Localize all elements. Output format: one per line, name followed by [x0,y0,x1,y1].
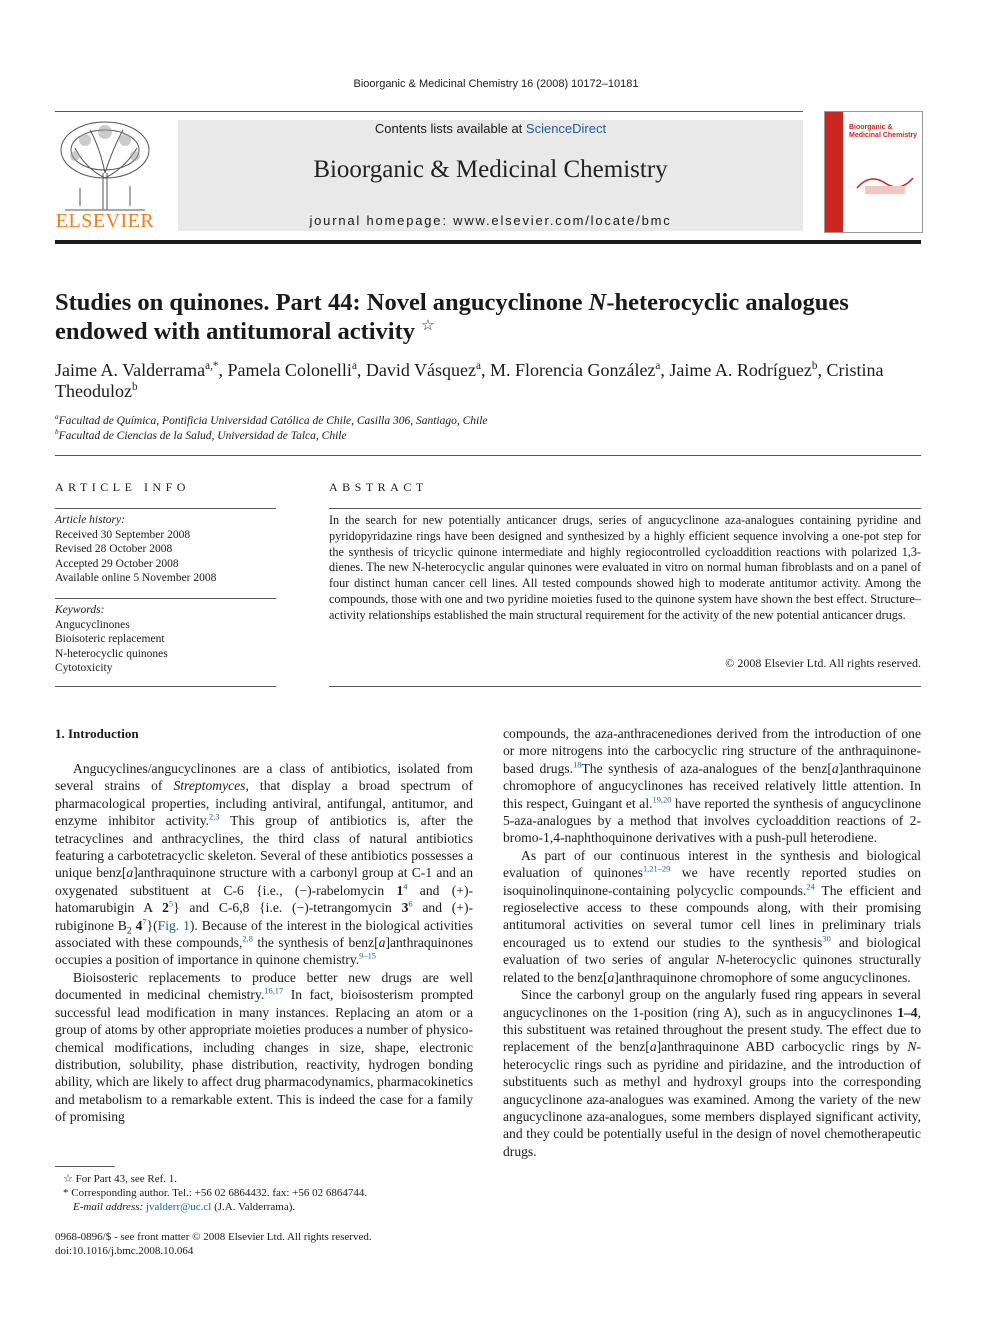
cover-red-bar [825,112,843,232]
article-info-heading: ARTICLE INFO [55,480,190,494]
keyword: Bioisoteric replacement [55,633,165,645]
issn-line: 0968-0896/$ - see front matter © 2008 Elsevier Ltd. All rights reserved. [55,1231,372,1243]
abstract-text: In the search for new potentially anticancer drugs, series of angucyclinone aza-analogues containing pyridine and pyridopyridazine rings have been designed and synthesized by a highly efficient sequence involving a one-pot step for the synthesis of tricyclic quinone intermediate and highly regiocontrolled cycloaddition reactions with polarized 1,3-dienes. The new N-heterocyclic angular quinones were evaluated in vitro on normal human fibroblasts and on a panel of four distinct human cancer cell lines. All tested compounds showed high to moderate antitumor activity. Among the compounds, those with one and two pyridine moieties fused to the quinone system have shown the best effect. Structure–activity relationships established the main structural requirement for the activity of the new potential anticancer drugs. [329,513,921,622]
divider [55,508,276,509]
body-column-left [55,760,473,1126]
journal-homepage[interactable]: journal homepage: www.elsevier.com/locate/bmc [309,213,672,228]
banner-bottom-rule [55,240,921,244]
doi-line[interactable]: doi:10.1016/j.bmc.2008.10.064 [55,1245,194,1257]
email-link[interactable]: jvalderr@uc.cl [145,1201,212,1213]
author[interactable]: Pamela Colonelli$^a$ [227,360,357,380]
banner-top-rule [55,111,803,112]
author[interactable]: Jaime A. Rodríguez$^b$ [669,360,818,380]
affiliation-a: $^a$Facultad de Química, Pontificia Universidad Católica de Chile, Casilla 306, Santiago, Chile [55,413,488,427]
keyword: N-heterocyclic quinones [55,647,168,660]
divider [55,455,921,456]
journal-citation: Bioorganic & Medicinal Chemistry 16 (2008) 10172–10181 [353,78,639,90]
article-history: Article history: Received 30 September 2008 Revised 28 October 2008 Accepted 29 October 2008 Available online 5 November 2008 [55,514,217,584]
footnote-rule [55,1166,115,1167]
title-footnote-mark[interactable]: ☆ [421,316,435,334]
author[interactable]: Cristina Theoduloz$^b$ [55,360,884,401]
paragraph: compounds, the aza-anthracenediones derived from the introduction of one or more nitrogens into the carbocyclic ring structure of the anthraquinone-based drugs.$^{18}$The synthesis of aza-analogues of the benz[a]anthraquinone chromophore of angucyclinones has received relatively little attention. In this respect, Guingant et al.$^{19,20}$ have reported the synthesis of angucyclinone 5-aza-analogues by a method that involves cycloaddition reactions of 2-bromo-1,4-naphthoquinone derivatives with a push-pull heterodiene. [503,726,921,846]
paragraph: Bioisosteric replacements to produce better new drugs are well documented in medicinal chemistry.$^{16,17}$ In fact, bioisosterism prompted successful lead modification in many instances. Replacing an atom or a group of atoms by other appropriate moieties produces a number of physico-chemical modifications, including changes in size, shape, electronic distribution, solubility, phase distribution, reactivity, hydrogen bonding ability, which are likely to affect drug pharmacodynamics, pharmacokinetics and metabolism to a remarkable extent. This is indeed the case for a family of promising [55,969,473,1125]
paragraph: Angucyclines/angucyclinones are a class of antibiotics, isolated from several strains of Streptomyces, that display a broad spectrum of pharmacological properties, including antiviral, antifungal, antitumor, and enzyme inhibitor activity.$^{2,3}$ This group of antibiotics is, after the tetracyclines and anthracyclines, the third class of natural antibiotics featuring a carbotetracyclic skeleton. Several of these antibiotics possesses a unique benz[a]anthraquinone structure with a carbonyl group at C-1 and an oxygenated substituent at C-6 {i.e., (−)-rabelomycin 1$^4$ and (+)-hatomarubigin A 2$^5$} and C-6,8 {i.e. (−)-tetrangomycin 3$^6$ and (+)-rubiginone $B_2$ 4$^7$}(Fig. 1). Because of the interest in the biological activities associated with these compounds,$^{2,8}$ the synthesis of benz[a]anthraquinones occupies a position of importance in quinone chemistry.$^{9-15}$ [55,761,474,968]
abstract-copyright: © 2008 Elsevier Ltd. All rights reserved. [725,656,921,670]
abstract-heading: ABSTRACT [329,480,428,494]
author-list: Jaime A. Valderrama$^{a,*}$, Pamela Colonelli$^a$, David Vásquez$^a$, M. Florencia González$^a$, Jaime A. Rodríguez$^b$, Cristina Theoduloz$^b$ [55,360,884,401]
divider [55,598,276,599]
paragraph: Since the carbonyl group on the angularly fused ring appears in several angucyclinones on the 1-position (ring A), such as in angucyclinones 1–4, this substituent was retained throughout the present study. The effect due to replacement of the benz[a]anthraquinone ABD carbocyclic rings by N-heterocyclic rings such as pyridine and piridazine, and the introduction of substituents such as methyl and hydroxyl groups into the corresponding angucyclinone aza-analogues was examined. Among the variety of the new angucyclinone aza-analogues, some members displayed significant activity, and they could be potentially useful in the design of novel chemotherapeutic drugs. [503,987,921,1159]
journal-cover-thumbnail [824,111,923,233]
issn-doi-block [55,1230,555,1258]
journal-name: Bioorganic & Medicinal Chemistry [313,156,668,183]
keywords-list: Keywords: Angucyclinones Bioisoteric replacement N-heterocyclic quinones Cytotoxicity [55,604,168,674]
footnote-email: E-mail address: jvalderr@uc.cl (J.A. Valderrama). [73,1201,296,1213]
keyword: Cytotoxicity [55,662,113,674]
contents-prefix: Contents lists available at [374,121,526,136]
body-column-right [503,725,921,1160]
cover-figure-icon [855,168,915,198]
elsevier-wordmark: ELSEVIER [55,210,155,232]
footnote-star: ☆ For Part 43, see Ref. 1. [63,1173,178,1185]
cover-title: Bioorganic & Medicinal Chemistry [849,124,918,139]
divider [329,508,921,509]
divider [329,686,921,687]
sciencedirect-link[interactable]: ScienceDirect [525,121,607,136]
footnotes [55,1172,473,1214]
author[interactable]: M. Florencia González$^a$ [489,360,661,380]
section-heading: 1. Introduction [55,726,139,741]
author[interactable]: David Vásquez$^a$ [365,360,481,380]
paragraph: As part of our continuous interest in the synthesis and biological evaluation of quinones$^{1,21-29}$ we have recently reported studies on isoquinolinquinone-containing polycyclic compounds.$^{24}$ The efficient and regioselective access to these compounds along, with their promising antitumoral activities on several tumor cell lines in preliminary trials encouraged us to extend our studies to the synthesis$^{30}$ and biological evaluation of two series of angular N-heterocyclic quinones structurally related to the benz[a]anthraquinone chromophore of some angucyclinones. [503,847,921,985]
contents-line [178,121,803,136]
keyword: Angucyclinones [55,618,130,631]
affiliation-b: $^b$Facultad de Ciencias de la Salud, Universidad de Talca, Chile [55,428,347,442]
author[interactable]: Jaime A. Valderrama$^{a,*}$ [55,360,219,380]
footnote-corresponding: * Corresponding author. Tel.: +56 02 6864432. fax: +56 02 6864744. [63,1187,368,1199]
divider [55,686,276,687]
article-title: Studies on quinones. Part 44: Novel angucyclinone N-heterocyclic analogues endowed with antitumoral activity ☆ [55,289,849,345]
